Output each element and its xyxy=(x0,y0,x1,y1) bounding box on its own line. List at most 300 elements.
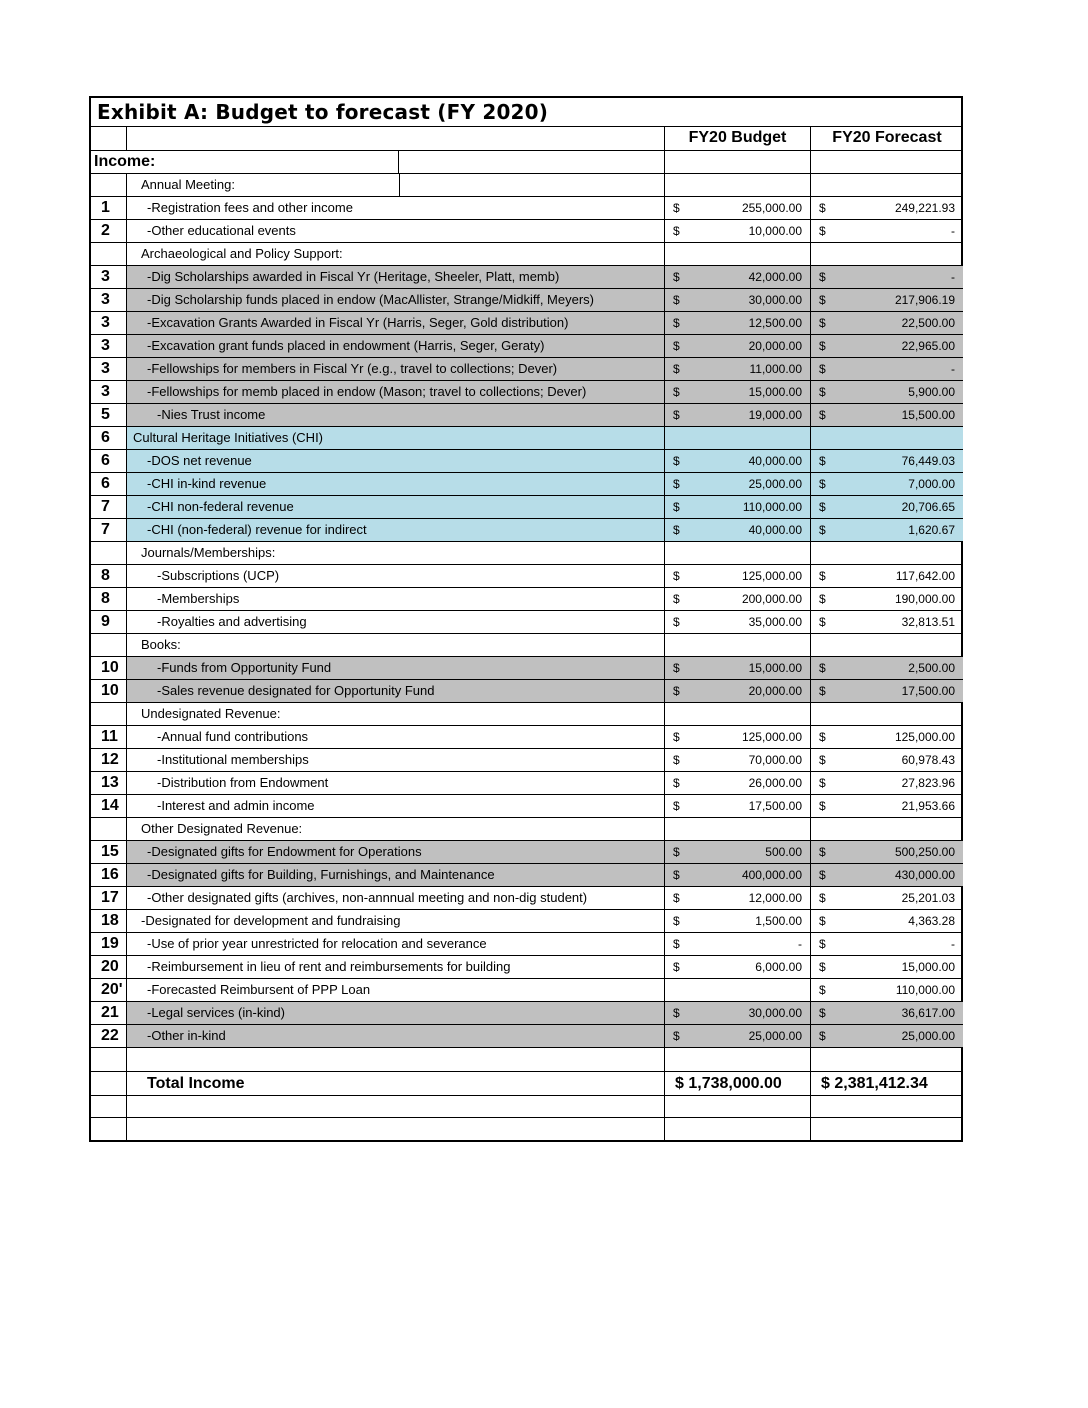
forecast-cell xyxy=(811,657,963,679)
row-number: 3 xyxy=(101,337,110,354)
budget-cell xyxy=(665,1118,811,1140)
forecast-cell xyxy=(811,749,963,771)
forecast-cell xyxy=(811,933,963,955)
income-spacer-cell xyxy=(399,151,665,173)
budget-currency: $ xyxy=(673,293,680,307)
forecast-amount: 15,000.00 xyxy=(901,960,955,974)
table-row xyxy=(91,680,961,703)
num-cell xyxy=(91,1025,127,1047)
table-row xyxy=(91,220,961,243)
budget-cell xyxy=(665,565,811,587)
forecast-amount: 4,363.28 xyxy=(908,914,955,928)
row-number: 9 xyxy=(101,613,110,630)
budget-column-header: FY20 Budget xyxy=(688,129,787,146)
row-label: -Registration fees and other income xyxy=(147,200,353,215)
budget-cell xyxy=(665,956,811,978)
row-label: -Other in-kind xyxy=(147,1028,226,1043)
row-number: 3 xyxy=(101,268,110,285)
forecast-currency: $ xyxy=(819,569,826,583)
num-cell xyxy=(91,588,127,610)
row-label: -Excavation Grants Awarded in Fiscal Yr (Harris, Seger, Gold distribution) xyxy=(147,315,569,330)
budget-amount: 30,000.00 xyxy=(748,293,802,307)
forecast-cell xyxy=(811,818,963,840)
budget-currency: $ xyxy=(673,316,680,330)
forecast-cell xyxy=(811,680,963,702)
forecast-amount: 25,201.03 xyxy=(901,891,955,905)
forecast-amount: 60,978.43 xyxy=(901,753,955,767)
label-cell xyxy=(127,1002,665,1024)
row-number: 14 xyxy=(101,797,119,814)
budget-cell xyxy=(665,864,811,886)
label-cell xyxy=(127,243,665,265)
budget-currency: $ xyxy=(673,454,680,468)
budget-cell xyxy=(665,127,811,150)
budget-cell xyxy=(665,243,811,265)
forecast-currency: $ xyxy=(819,753,826,767)
row-label: -Other educational events xyxy=(147,223,296,238)
num-cell xyxy=(91,404,127,426)
forecast-cell xyxy=(811,910,963,932)
forecast-currency: $ xyxy=(819,408,826,422)
row-number: 10 xyxy=(101,659,119,676)
header-row xyxy=(91,127,961,151)
label-cell xyxy=(127,1118,665,1140)
budget-currency: $ xyxy=(673,960,680,974)
forecast-cell xyxy=(811,335,963,357)
budget-cell xyxy=(665,634,811,656)
row-label: -Use of prior year unrestricted for relocation and severance xyxy=(147,936,487,951)
forecast-amount: - xyxy=(951,224,955,238)
budget-amount: 6,000.00 xyxy=(755,960,802,974)
budget-currency: $ xyxy=(673,868,680,882)
income-label: Income: xyxy=(94,153,156,170)
budget-currency: $ xyxy=(673,730,680,744)
budget-currency: $ xyxy=(673,661,680,675)
forecast-cell xyxy=(811,427,963,449)
table-row xyxy=(91,404,961,427)
budget-cell xyxy=(665,657,811,679)
forecast-cell xyxy=(811,174,963,196)
table-row xyxy=(91,335,961,358)
table-row xyxy=(91,933,961,956)
budget-cell xyxy=(665,1002,811,1024)
forecast-currency: $ xyxy=(819,776,826,790)
budget-currency: $ xyxy=(673,684,680,698)
row-label: -Designated gifts for Endowment for Operations xyxy=(147,844,422,859)
num-cell xyxy=(91,197,127,219)
budget-cell xyxy=(665,841,811,863)
forecast-cell xyxy=(811,473,963,495)
num-cell xyxy=(91,749,127,771)
num-cell xyxy=(91,427,127,449)
row-number: 11 xyxy=(101,728,118,745)
table-row xyxy=(91,542,961,565)
budget-currency: $ xyxy=(673,477,680,491)
label-cell xyxy=(127,979,665,1001)
table-row xyxy=(91,887,961,910)
forecast-amount: 76,449.03 xyxy=(901,454,955,468)
label-cell xyxy=(127,634,665,656)
num-cell xyxy=(91,312,127,334)
budget-currency: $ xyxy=(673,270,680,284)
budget-cell xyxy=(665,542,811,564)
forecast-currency: $ xyxy=(819,891,826,905)
total-budget: $ 1,738,000.00 xyxy=(675,1075,782,1092)
forecast-cell xyxy=(811,1048,963,1071)
row-number: 15 xyxy=(101,843,119,860)
forecast-cell xyxy=(811,243,963,265)
budget-amount: 19,000.00 xyxy=(748,408,802,422)
row-number: 22 xyxy=(101,1027,119,1044)
forecast-column-header: FY20 Forecast xyxy=(832,129,942,146)
row-label: Journals/Memberships: xyxy=(141,545,276,560)
forecast-currency: $ xyxy=(819,339,826,353)
budget-amount: 125,000.00 xyxy=(741,569,802,583)
forecast-cell xyxy=(811,312,963,334)
forecast-currency: $ xyxy=(819,730,826,744)
budget-currency: $ xyxy=(673,339,680,353)
budget-currency: $ xyxy=(673,523,680,537)
label-cell xyxy=(127,473,665,495)
budget-cell xyxy=(665,933,811,955)
forecast-amount: 7,000.00 xyxy=(908,477,955,491)
label-cell xyxy=(127,933,665,955)
budget-cell xyxy=(665,772,811,794)
budget-cell xyxy=(665,1025,811,1047)
row-label: -Nies Trust income xyxy=(157,407,266,422)
num-cell xyxy=(91,565,127,587)
forecast-cell xyxy=(811,289,963,311)
row-label: -Interest and admin income xyxy=(157,798,315,813)
forecast-amount: 21,953.66 xyxy=(901,799,955,813)
forecast-amount: 1,620.67 xyxy=(908,523,955,537)
row-number: 5 xyxy=(101,406,110,423)
budget-cell xyxy=(665,381,811,403)
budget-cell xyxy=(665,358,811,380)
budget-amount: 26,000.00 xyxy=(748,776,802,790)
income-label-cell xyxy=(91,151,399,173)
num-cell xyxy=(91,611,127,633)
row-label: Annual Meeting: xyxy=(141,177,235,192)
label-cell xyxy=(127,726,665,748)
forecast-cell xyxy=(811,519,963,541)
budget-cell xyxy=(665,611,811,633)
forecast-currency: $ xyxy=(819,983,826,997)
forecast-cell xyxy=(811,864,963,886)
table-row xyxy=(91,726,961,749)
budget-currency: $ xyxy=(673,615,680,629)
row-number: 6 xyxy=(101,475,110,492)
forecast-currency: $ xyxy=(819,615,826,629)
label-cell xyxy=(127,749,665,771)
budget-currency: $ xyxy=(673,408,680,422)
budget-cell xyxy=(665,312,811,334)
table-row xyxy=(91,427,961,450)
forecast-cell xyxy=(811,588,963,610)
num-cell xyxy=(91,266,127,288)
label-cell xyxy=(127,910,665,932)
table-row xyxy=(91,956,961,979)
forecast-currency: $ xyxy=(819,270,826,284)
row-label: -Funds from Opportunity Fund xyxy=(157,660,332,675)
forecast-amount: 32,813.51 xyxy=(901,615,955,629)
budget-cell xyxy=(665,979,811,1001)
budget-cell xyxy=(665,404,811,426)
num-cell xyxy=(91,703,127,725)
label-cell xyxy=(127,127,665,150)
label-cell xyxy=(127,404,665,426)
budget-cell xyxy=(665,887,811,909)
forecast-cell xyxy=(811,841,963,863)
num-cell xyxy=(91,818,127,840)
forecast-cell xyxy=(811,634,963,656)
forecast-amount: - xyxy=(951,270,955,284)
table-row xyxy=(91,1025,961,1048)
row-number: 8 xyxy=(101,590,110,607)
budget-cell xyxy=(665,588,811,610)
table-row xyxy=(91,174,961,197)
num-cell xyxy=(91,127,127,150)
num-cell xyxy=(91,657,127,679)
table-row xyxy=(91,795,961,818)
row-number: 10 xyxy=(101,682,119,699)
num-cell xyxy=(91,243,127,265)
label-cell xyxy=(127,519,665,541)
row-number: 2 xyxy=(101,222,110,239)
row-number: 3 xyxy=(101,314,110,331)
row-label: -Legal services (in-kind) xyxy=(147,1005,285,1020)
label-cell xyxy=(127,220,665,242)
num-cell xyxy=(91,358,127,380)
table-row xyxy=(91,634,961,657)
budget-cell xyxy=(665,335,811,357)
budget-cell xyxy=(665,473,811,495)
forecast-currency: $ xyxy=(819,799,826,813)
forecast-cell xyxy=(811,151,963,173)
table-row xyxy=(91,289,961,312)
forecast-amount: 25,000.00 xyxy=(901,1029,955,1043)
budget-amount: 30,000.00 xyxy=(748,1006,802,1020)
label-cell xyxy=(127,450,665,472)
label-cell xyxy=(127,312,665,334)
forecast-amount: 110,000.00 xyxy=(895,983,955,997)
num-cell xyxy=(91,910,127,932)
budget-currency: $ xyxy=(673,569,680,583)
forecast-amount: 22,500.00 xyxy=(901,316,955,330)
budget-currency: $ xyxy=(673,592,680,606)
row-number: 3 xyxy=(101,291,110,308)
label-cell xyxy=(127,542,665,564)
row-label: -Distribution from Endowment xyxy=(157,775,329,790)
budget-currency: $ xyxy=(673,914,680,928)
row-label: -Fellowships for memb placed in endow (Mason; travel to collections; Dever) xyxy=(147,384,587,399)
num-cell xyxy=(91,1096,127,1117)
forecast-cell xyxy=(811,772,963,794)
forecast-currency: $ xyxy=(819,661,826,675)
budget-amount: 35,000.00 xyxy=(748,615,802,629)
label-cell xyxy=(127,795,665,817)
title-row xyxy=(91,98,961,127)
row-number: 21 xyxy=(101,1004,119,1021)
label-cell xyxy=(127,1048,665,1071)
table-row xyxy=(91,243,961,266)
forecast-amount: 249,221.93 xyxy=(894,201,955,215)
table-row xyxy=(91,381,961,404)
num-cell xyxy=(91,496,127,518)
num-cell xyxy=(91,1072,127,1095)
table-row xyxy=(91,565,961,588)
table-row xyxy=(91,841,961,864)
forecast-amount: 17,500.00 xyxy=(901,684,955,698)
forecast-currency: $ xyxy=(819,500,826,514)
budget-cell xyxy=(665,749,811,771)
forecast-cell xyxy=(811,565,963,587)
table-row xyxy=(91,519,961,542)
forecast-cell xyxy=(811,220,963,242)
forecast-amount: 36,617.00 xyxy=(901,1006,955,1020)
budget-cell xyxy=(665,450,811,472)
num-cell xyxy=(91,1002,127,1024)
forecast-currency: $ xyxy=(819,293,826,307)
label-cell xyxy=(127,358,665,380)
budget-amount: 40,000.00 xyxy=(748,454,802,468)
table-row xyxy=(91,703,961,726)
forecast-cell xyxy=(811,887,963,909)
table-row xyxy=(91,266,961,289)
label-cell xyxy=(127,657,665,679)
budget-cell xyxy=(665,1096,811,1117)
row-number: 1 xyxy=(101,199,110,216)
spacer-row xyxy=(91,1096,961,1118)
forecast-cell xyxy=(811,1072,963,1095)
num-cell xyxy=(91,933,127,955)
budget-cell xyxy=(665,151,811,173)
total-row xyxy=(91,1072,961,1096)
budget-amount: 125,000.00 xyxy=(741,730,802,744)
label-cell xyxy=(127,1072,665,1095)
budget-currency: $ xyxy=(673,753,680,767)
row-label: -Excavation grant funds placed in endowment (Harris, Seger, Geraty) xyxy=(147,338,545,353)
row-label: -Memberships xyxy=(157,591,240,606)
budget-amount: 110,000.00 xyxy=(742,500,802,514)
budget-currency: $ xyxy=(673,937,680,951)
label-cell xyxy=(127,266,665,288)
table-row xyxy=(91,197,961,220)
budget-currency: $ xyxy=(673,224,680,238)
num-cell xyxy=(91,519,127,541)
label-cell xyxy=(127,565,665,587)
label-cell xyxy=(127,1025,665,1047)
row-number: 16 xyxy=(101,866,119,883)
label-cell xyxy=(127,335,665,357)
forecast-amount: 117,642.00 xyxy=(895,569,955,583)
row-label: Cultural Heritage Initiatives (CHI) xyxy=(133,430,324,445)
forecast-currency: $ xyxy=(819,477,826,491)
forecast-cell xyxy=(811,1002,963,1024)
forecast-cell xyxy=(811,611,963,633)
table-row xyxy=(91,588,961,611)
budget-cell xyxy=(665,818,811,840)
table-row xyxy=(91,818,961,841)
row-number: 8 xyxy=(101,567,110,584)
budget-amount: 15,000.00 xyxy=(748,385,802,399)
forecast-currency: $ xyxy=(819,316,826,330)
label-cell xyxy=(127,611,665,633)
forecast-currency: $ xyxy=(819,592,826,606)
label-cell xyxy=(127,703,665,725)
budget-currency: $ xyxy=(673,776,680,790)
forecast-currency: $ xyxy=(819,1006,826,1020)
num-cell xyxy=(91,542,127,564)
label-cell xyxy=(127,887,665,909)
row-number: 7 xyxy=(101,498,110,515)
table-row xyxy=(91,496,961,519)
label-cell xyxy=(127,427,665,449)
forecast-cell xyxy=(811,542,963,564)
num-cell xyxy=(91,1048,127,1071)
forecast-amount: 20,706.65 xyxy=(901,500,955,514)
budget-cell xyxy=(665,197,811,219)
row-label: -Subscriptions (UCP) xyxy=(157,568,280,583)
table-row xyxy=(91,312,961,335)
cell-divider xyxy=(399,174,400,196)
row-number: 17 xyxy=(101,889,119,906)
budget-cell xyxy=(665,174,811,196)
budget-currency: $ xyxy=(673,500,680,514)
budget-amount: 25,000.00 xyxy=(748,477,802,491)
budget-amount: 255,000.00 xyxy=(741,201,802,215)
forecast-amount: - xyxy=(951,937,955,951)
forecast-cell xyxy=(811,795,963,817)
forecast-currency: $ xyxy=(819,684,826,698)
forecast-cell xyxy=(811,726,963,748)
forecast-amount: 500,250.00 xyxy=(894,845,955,859)
table-row xyxy=(91,473,961,496)
forecast-currency: $ xyxy=(819,845,826,859)
num-cell xyxy=(91,220,127,242)
row-number: 12 xyxy=(101,751,119,768)
label-cell xyxy=(127,289,665,311)
budget-cell xyxy=(665,427,811,449)
num-cell xyxy=(91,335,127,357)
row-number: 18 xyxy=(101,912,119,929)
budget-currency: $ xyxy=(673,385,680,399)
forecast-cell xyxy=(811,127,963,150)
row-label: -Dig Scholarships awarded in Fiscal Yr (Heritage, Sheeler, Platt, memb) xyxy=(147,269,560,284)
forecast-cell xyxy=(811,266,963,288)
table-row xyxy=(91,358,961,381)
budget-currency: $ xyxy=(673,1006,680,1020)
budget-amount: 11,000.00 xyxy=(749,362,802,376)
forecast-amount: 22,965.00 xyxy=(901,339,955,353)
forecast-currency: $ xyxy=(819,385,826,399)
forecast-cell xyxy=(811,197,963,219)
label-cell xyxy=(127,588,665,610)
forecast-cell xyxy=(811,979,963,1001)
budget-currency: $ xyxy=(673,891,680,905)
forecast-cell xyxy=(811,1025,963,1047)
table-row xyxy=(91,772,961,795)
forecast-currency: $ xyxy=(819,914,826,928)
budget-cell xyxy=(665,220,811,242)
forecast-cell xyxy=(811,358,963,380)
forecast-currency: $ xyxy=(819,362,826,376)
table-row xyxy=(91,611,961,634)
label-cell xyxy=(127,680,665,702)
label-cell xyxy=(127,864,665,886)
num-cell xyxy=(91,680,127,702)
forecast-amount: - xyxy=(951,362,955,376)
